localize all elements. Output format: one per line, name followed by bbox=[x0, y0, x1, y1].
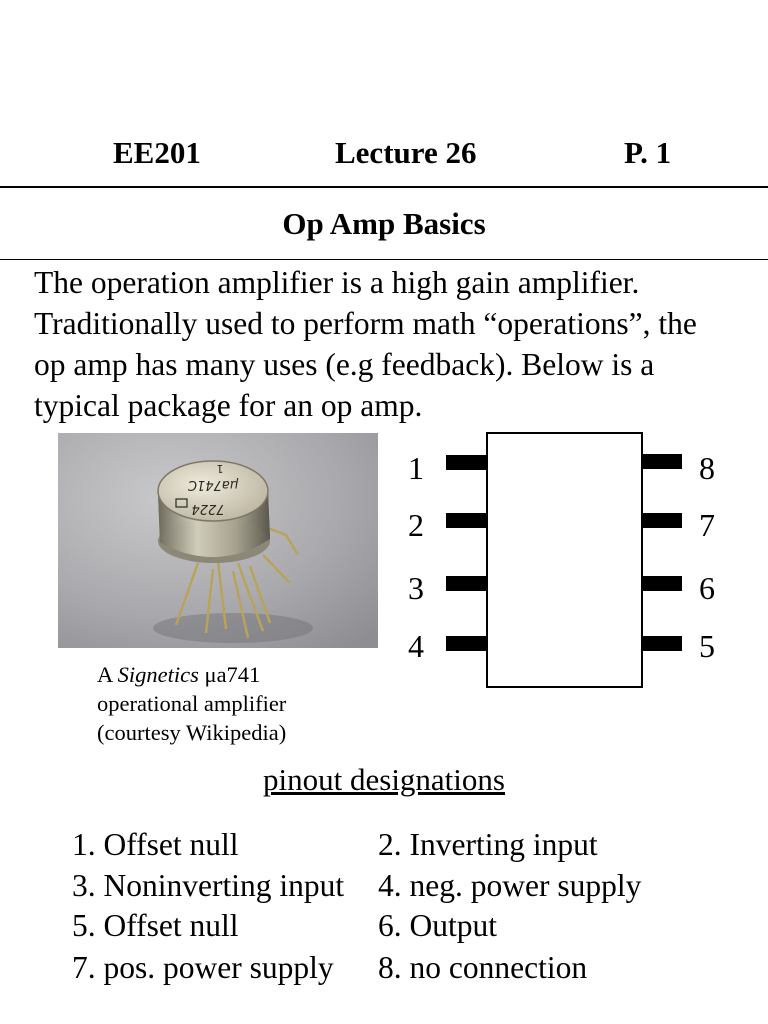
intro-line: The operation amplifier is a high gain amplifier. bbox=[34, 265, 640, 300]
pin-label-8: 8 bbox=[699, 450, 715, 486]
pin-6-lead bbox=[641, 576, 682, 591]
caption-line: operational amplifier bbox=[97, 691, 287, 716]
pinout-item-6: 6. Output bbox=[378, 908, 498, 943]
pinout-item-7: 7. pos. power supply bbox=[72, 950, 334, 985]
pin-label-3: 3 bbox=[408, 570, 424, 606]
caption-brand: Signetics bbox=[117, 662, 199, 687]
pin-3-lead bbox=[446, 576, 486, 591]
caption-prefix: A bbox=[97, 662, 118, 687]
header-divider bbox=[0, 186, 768, 188]
intro-paragraph bbox=[34, 262, 764, 426]
dip-package-body bbox=[486, 432, 643, 688]
pin-label-7: 7 bbox=[699, 507, 715, 543]
pin-2-lead bbox=[446, 513, 486, 528]
chip-marking: μa741C bbox=[187, 477, 239, 492]
pin-label-2: 2 bbox=[408, 507, 424, 543]
pinout-heading bbox=[0, 762, 768, 798]
op-amp-photo bbox=[58, 433, 378, 648]
pinout-item-1: 1. Offset null bbox=[72, 827, 239, 862]
course-code: EE201 bbox=[113, 135, 201, 170]
chip-marking: 1 bbox=[216, 462, 224, 475]
pinout-heading-text: pinout designations bbox=[263, 762, 505, 797]
title-divider bbox=[0, 259, 768, 260]
caption-model: μa741 bbox=[198, 662, 261, 687]
op-amp-can-illustration bbox=[58, 433, 378, 648]
pin-label-5: 5 bbox=[699, 628, 715, 664]
pin-7-lead bbox=[641, 513, 682, 528]
chip-marking: 7224 bbox=[191, 501, 225, 516]
caption-line: (courtesy Wikipedia) bbox=[97, 720, 287, 745]
page-number: P. 1 bbox=[624, 135, 672, 170]
pinout-item-5: 5. Offset null bbox=[72, 908, 239, 943]
photo-caption bbox=[97, 660, 286, 747]
pin-label-1: 1 bbox=[408, 450, 424, 486]
pinout-item-4: 4. neg. power supply bbox=[378, 868, 642, 903]
intro-line: Traditionally used to perform math “operations”, the bbox=[34, 306, 697, 341]
pin-4-lead bbox=[446, 636, 486, 651]
pin-8-lead bbox=[641, 454, 682, 469]
pin-5-lead bbox=[641, 636, 682, 651]
pinout-item-3: 3. Noninverting input bbox=[72, 868, 345, 903]
pinout-item-2: 2. Inverting input bbox=[378, 827, 598, 862]
pinout-item-8: 8. no connection bbox=[378, 950, 588, 985]
lecture-number: Lecture 26 bbox=[335, 135, 477, 170]
pin-label-6: 6 bbox=[699, 570, 715, 606]
page-title: Op Amp Basics bbox=[282, 206, 486, 241]
caption-line bbox=[97, 660, 286, 689]
pin-label-4: 4 bbox=[408, 628, 424, 664]
intro-line: typical package for an op amp. bbox=[34, 388, 423, 423]
pin-1-lead bbox=[446, 455, 486, 470]
intro-line: op amp has many uses (e.g feedback). Below is a bbox=[34, 347, 655, 382]
